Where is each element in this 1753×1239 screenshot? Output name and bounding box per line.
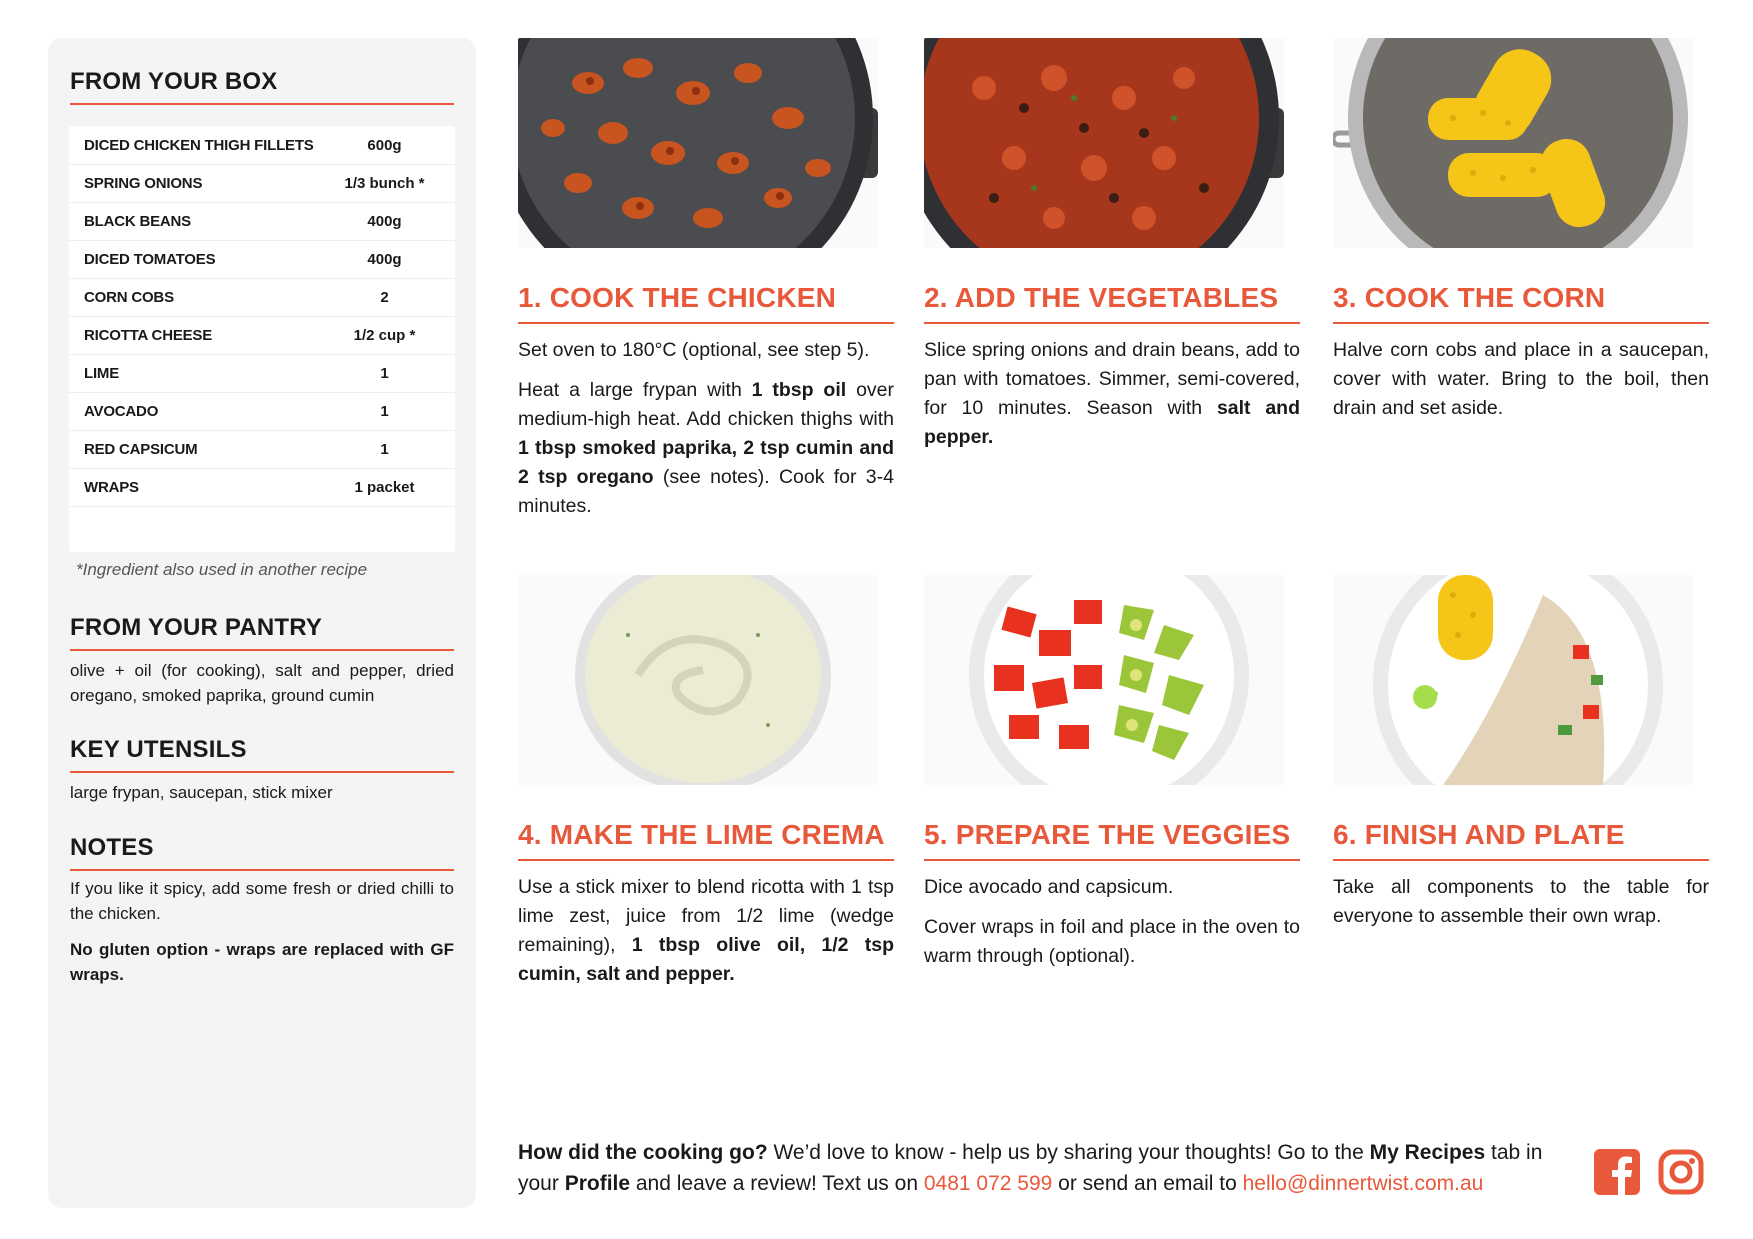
- vegetable-pan-photo: [924, 38, 1284, 248]
- my-recipes-label: My Recipes: [1369, 1141, 1486, 1164]
- table-row: [69, 430, 455, 469]
- feedback-question: How did the cooking go?: [518, 1141, 768, 1164]
- ingredient-qty: 400g: [367, 250, 402, 268]
- corn-strainer-photo: [1333, 38, 1693, 248]
- step-2-paragraph: [924, 336, 1300, 452]
- table-row: [69, 240, 455, 279]
- ingredient-name: RICOTTA CHEESE: [84, 326, 213, 344]
- phone-link[interactable]: 0481 072 599: [923, 1172, 1053, 1195]
- step-1-body: [518, 336, 894, 532]
- step-1-text: over medium-high heat. Add chicken thighs with: [518, 379, 894, 430]
- ingredient-footnote: *Ingredient also used in another recipe: [76, 560, 368, 579]
- step-3-text: Halve corn cobs and place in a saucepan, cover with water. Bring to the boil, then drain and set aside.: [1333, 339, 1709, 419]
- pantry-text: olive + oil (for cooking), salt and pepper, dried oregano, smoked paprika, ground cumin: [70, 661, 454, 705]
- step-1-text: Heat a large frypan with: [518, 379, 752, 401]
- footer-text: tab in your: [518, 1141, 1543, 1195]
- diced-veggies-plate-photo: [924, 575, 1284, 785]
- from-your-pantry-heading: FROM YOUR PANTRY: [70, 614, 454, 651]
- step-1-emphasis: 1 tbsp smoked paprika, 2 tsp cumin and 2 tsp oregano: [518, 437, 894, 488]
- step-6-title: 6. FINISH AND PLATE: [1333, 819, 1709, 861]
- step-1-paragraph: [518, 376, 894, 521]
- table-row: [69, 164, 455, 203]
- footer-text: and leave a review! Text us on: [630, 1172, 924, 1195]
- step-5-text: Cover wraps in foil and place in the oven to warm through (optional).: [924, 916, 1300, 967]
- ingredient-qty: 1: [380, 364, 389, 382]
- ingredient-name: RED CAPSICUM: [84, 440, 198, 458]
- step-2-text: Slice spring onions and drain beans, add to pan with tomatoes. Simmer, semi-covered, for 10 minutes. Season with: [924, 339, 1300, 419]
- ingredient-qty: 1/3 bunch *: [344, 174, 425, 192]
- ingredient-qty: 1/2 cup *: [353, 326, 416, 344]
- instagram-icon[interactable]: [1658, 1149, 1704, 1195]
- table-row: [69, 202, 455, 241]
- step-5-title: 5. PREPARE THE VEGGIES: [924, 819, 1300, 861]
- table-row: [69, 392, 455, 431]
- step-5-text: Dice avocado and capsicum.: [924, 876, 1174, 898]
- ingredient-name: WRAPS: [84, 478, 139, 496]
- notes-heading: NOTES: [70, 834, 454, 871]
- ingredient-qty: 1 packet: [354, 478, 415, 496]
- step-2-emphasis: salt and pepper.: [924, 397, 1301, 448]
- ingredient-name: DICED TOMATOES: [84, 250, 216, 268]
- table-row: [69, 316, 455, 355]
- table-row: [69, 468, 455, 507]
- feedback-footer: [518, 1137, 1563, 1199]
- step-5-body: [924, 873, 1300, 982]
- ingredient-name: AVOCADO: [84, 402, 159, 420]
- profile-label: Profile: [564, 1172, 631, 1195]
- gluten-note: No gluten option - wraps are replaced with GF wraps.: [70, 940, 454, 984]
- ingredient-name: LIME: [84, 364, 120, 382]
- step-3-body: [1333, 336, 1709, 434]
- table-row: [69, 278, 455, 317]
- ingredient-qty: 2: [380, 288, 389, 306]
- table-row: [69, 126, 455, 165]
- step-3-title: 3. COOK THE CORN: [1333, 282, 1709, 324]
- lime-crema-bowl-photo: [518, 575, 878, 785]
- ingredient-qty: 1: [380, 402, 389, 420]
- email-link[interactable]: hello@dinnertwist.com.au: [1242, 1172, 1484, 1195]
- step-2-body: [924, 336, 1300, 463]
- ingredient-name: CORN COBS: [84, 288, 174, 306]
- step-4-text: Use a stick mixer to blend ricotta with 1 tsp lime zest, juice from 1/2 lime (wedge remaining),: [518, 876, 894, 956]
- step-1-text: Set oven to 180°C (optional, see step 5).: [518, 339, 870, 361]
- ingredient-qty: 600g: [367, 136, 402, 154]
- footer-text: We’d love to know - help us by sharing your thoughts! Go to the: [767, 1141, 1370, 1164]
- chicken-pan-photo: [518, 38, 878, 248]
- step-6-text: Take all components to the table for everyone to assemble their own wrap.: [1333, 876, 1709, 927]
- ingredient-name: BLACK BEANS: [84, 212, 191, 230]
- plated-wrap-photo: [1333, 575, 1693, 785]
- ingredient-qty: 400g: [367, 212, 402, 230]
- key-utensils-heading: KEY UTENSILS: [70, 736, 454, 773]
- step-4-emphasis: 1 tbsp olive oil, 1/2 tsp cumin, salt and pepper.: [518, 934, 894, 985]
- ingredients-sidebar: [48, 38, 476, 1208]
- facebook-icon[interactable]: [1594, 1149, 1640, 1195]
- step-4-title: 4. MAKE THE LIME CREMA: [518, 819, 894, 861]
- utensils-text: large frypan, saucepan, stick mixer: [70, 783, 333, 802]
- step-1-text: (see notes). Cook for 3-4 minutes.: [518, 466, 894, 517]
- ingredients-table: [69, 126, 455, 552]
- step-1-title: 1. COOK THE CHICKEN: [518, 282, 894, 324]
- ingredient-name: DICED CHICKEN THIGH FILLETS: [84, 136, 314, 154]
- footer-text: or send an email to: [1052, 1172, 1243, 1195]
- step-6-body: [1333, 873, 1709, 942]
- step-4-body: [518, 873, 894, 1000]
- step-4-paragraph: [518, 873, 894, 989]
- ingredient-name: SPRING ONIONS: [84, 174, 203, 192]
- notes-text: If you like it spicy, add some fresh or dried chilli to the chicken.: [70, 879, 454, 923]
- step-2-title: 2. ADD THE VEGETABLES: [924, 282, 1300, 324]
- ingredient-qty: 1: [380, 440, 389, 458]
- from-your-box-heading: FROM YOUR BOX: [70, 68, 454, 105]
- step-1-emphasis: 1 tbsp oil: [751, 379, 847, 401]
- table-row: [69, 354, 455, 393]
